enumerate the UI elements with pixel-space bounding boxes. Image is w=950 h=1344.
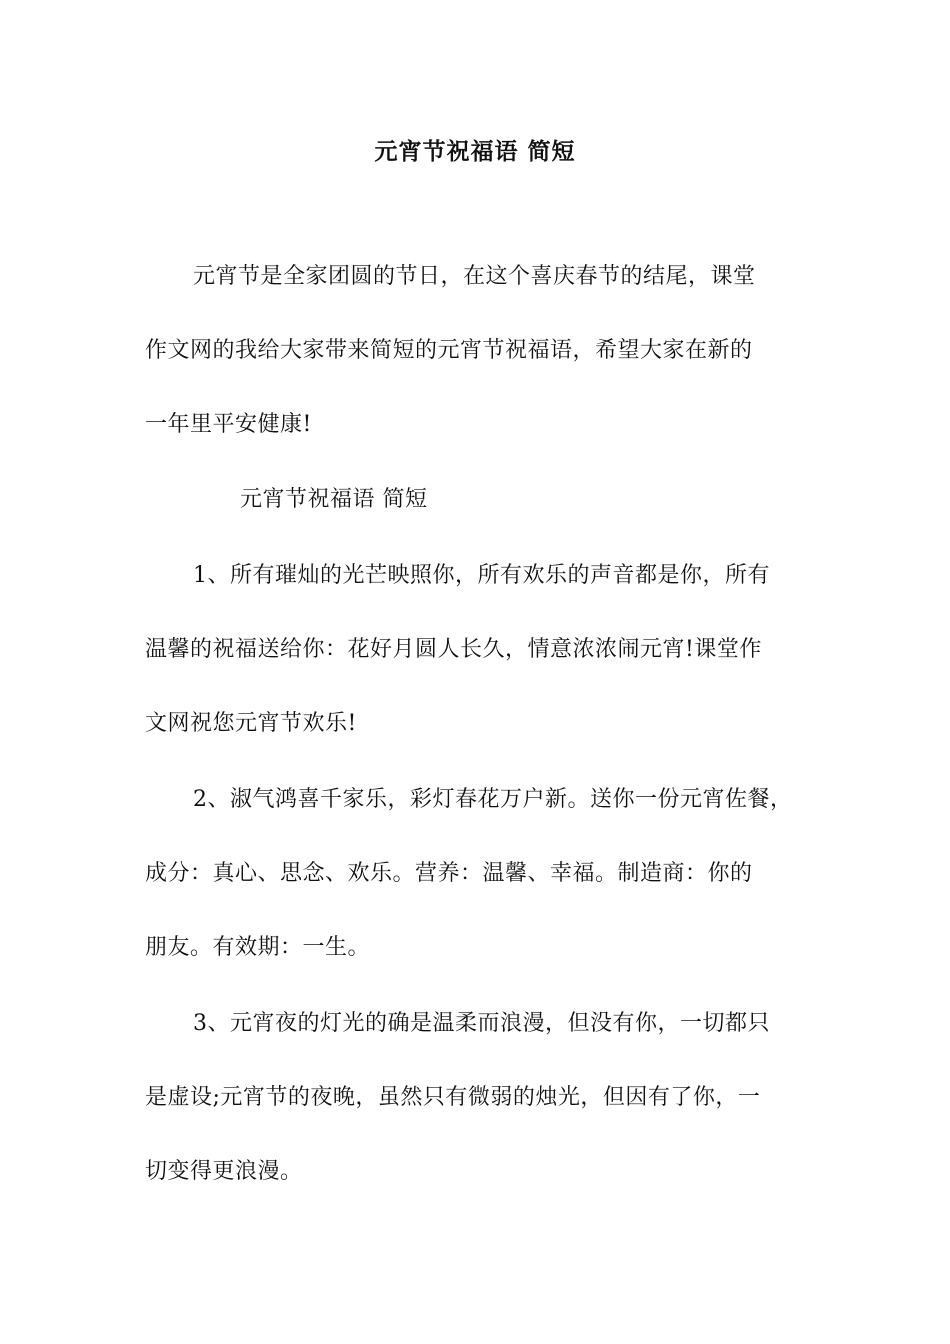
intro-line-2: 作文网的我给大家带来简短的元宵节祝福语，希望大家在新的	[145, 338, 753, 363]
section-subtitle: 元宵节祝福语 简短	[240, 487, 428, 512]
intro-line-1: 元宵节是全家团圆的节日，在这个喜庆春节的结尾，课堂	[193, 264, 756, 289]
item-3-line-1: 3、元宵夜的灯光的确是温柔而浪漫，但没有你，一切都只	[193, 1011, 770, 1036]
document-title: 元宵节祝福语 简短	[374, 138, 576, 165]
item-1-line-1: 1、所有璀灿的光芒映照你，所有欢乐的声音都是你，所有	[193, 563, 770, 588]
item-1-line-3: 文网祝您元宵节欢乐!	[145, 711, 357, 736]
item-2-line-2: 成分：真心、思念、欢乐。营养：温馨、幸福。制造商：你的	[145, 861, 753, 886]
item-3-line-3: 切变得更浪漫。	[145, 1159, 303, 1184]
item-3-line-2: 是虚设;元宵节的夜晚，虽然只有微弱的烛光，但因有了你，一	[145, 1085, 761, 1110]
intro-line-3: 一年里平安健康!	[145, 412, 312, 437]
item-2-line-1: 2、淑气鸿喜千家乐，彩灯春花万户新。送你一份元宵佐餐，	[193, 787, 793, 812]
item-1-line-2: 温馨的祝福送给你：花好月圆人长久，情意浓浓闹元宵!课堂作	[145, 637, 762, 662]
item-2-line-3: 朋友。有效期：一生。	[145, 935, 371, 960]
